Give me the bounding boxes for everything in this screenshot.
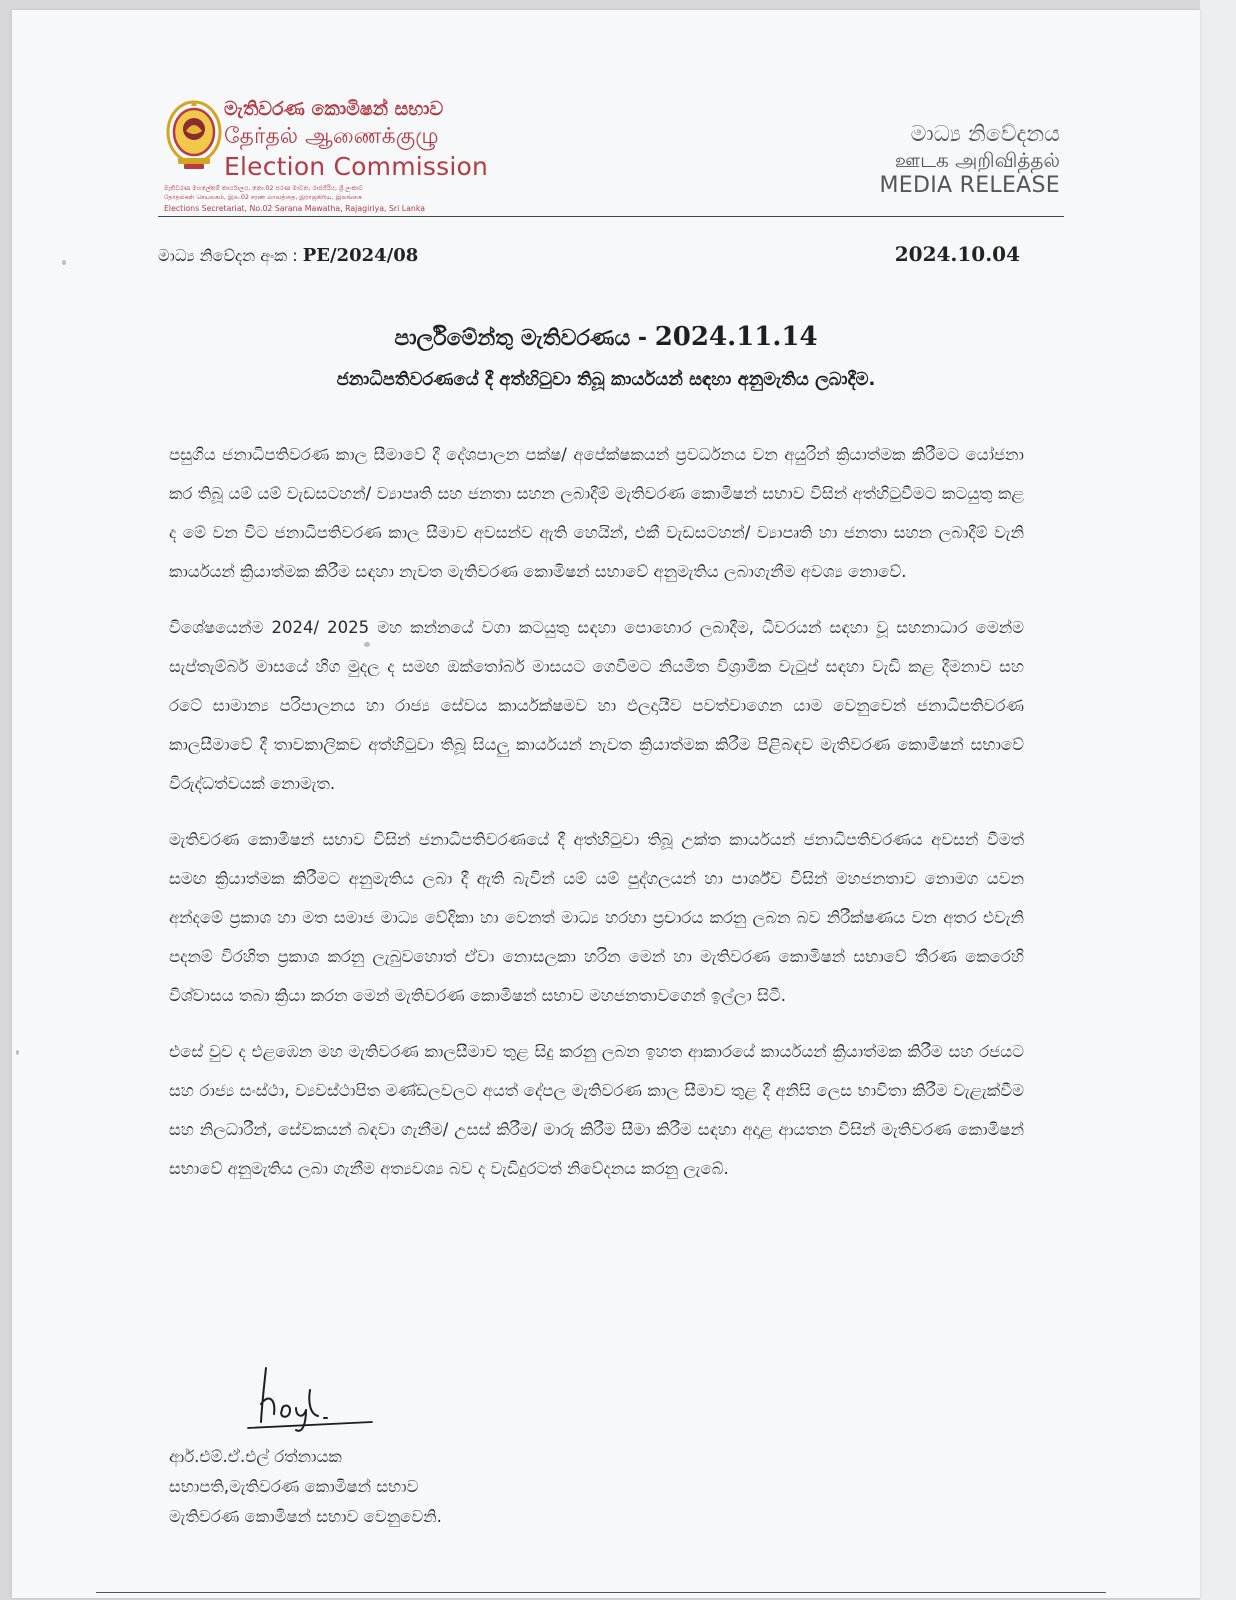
reference-line	[158, 245, 418, 266]
logo-address-english: Elections Secretariat, No.02 Sarana Mawatha, Rajagiriya, Sri Lanka	[164, 204, 425, 213]
document-page	[12, 10, 1200, 1598]
logo-address-sinhala: මැතිවරණ මහලේකම් කාර්යාලය, නො.02 සරණ මාවත, රාජගිරිය, ශ්‍රී ලංකාව	[164, 185, 364, 192]
handwritten-signature	[244, 1364, 376, 1436]
footer-divider	[96, 1592, 1106, 1593]
media-release-sinhala: මාධ්‍ය නිවේදනය	[910, 122, 1060, 147]
page-title	[12, 322, 1200, 352]
reference-label: මාධ්‍ය නිවේදන අංක :	[158, 246, 303, 265]
background-edge	[1200, 0, 1236, 1600]
paragraph-1: පසුගිය ජනාධිපතිවරණ කාල සීමාවේ දී දේශපාලන පක්ෂ/ අපේක්ෂකයන් ප්‍රවර්ධනය වන අයුරින් ක්‍රියාත්මක කිරීමට යෝජනා කර තිබූ යම් යම් වැඩසටහන්/ ව්‍යාපෘති සහ ජනතා සහන ලබාදීම් මැතිවරණ කොමිෂන් සභාව විසින් අත්හිටුවීමට කටයුතු කළ ද මේ වන විට ජනාධිපතිවරණ කාල සීමාව අවසන්ව ඇති හෙයින්, එකී වැඩසටහන්/ ව්‍යාපෘති හා ජනතා සහන ලබාදීම් වැනි කාර්යයන් ක්‍රියාත්මක කිරීම සඳහා නැවත මැතිවරණ කොමිෂන් සභාවේ අනුමැතිය ලබාගැනීම අවශ්‍ය නොවේ.	[169, 445, 1024, 581]
signatory-position: සභාපති,මැතිවරණ කොමිෂන් සභාව	[169, 1477, 419, 1496]
scan-speck	[62, 260, 66, 265]
signatory-block	[169, 1442, 442, 1532]
scan-speck	[16, 1050, 19, 1055]
election-commission-logo	[162, 88, 502, 218]
page-subtitle: ජනාධිපතිවරණයේ දී අත්හිටුවා තිබූ කාර්යයන් සඳහා අනුමැතිය ලබාදීම.	[336, 369, 876, 390]
reference-number: PE/2024/08	[302, 245, 419, 266]
logo-name-tamil: தேர்தல் ஆணைக்குழு	[224, 124, 439, 149]
paragraph-3: මැතිවරණ කොමිෂන් සභාව විසින් ජනාධිපතිවරණයේ දී අත්හිටුවා තිබූ උක්ත කාර්යයන් ජනාධිපතිවරණය අවසන් වීමත් සමඟ ක්‍රියාත්මක කිරීමට අනුමැතිය ලබා දී ඇති බැවින් යම් යම් පුද්ගලයන් හා පාර්ශ්ව විසින් මහජනතාව නොමග යවන අන්දමේ ප්‍රකාශ හා මත සමාජ මාධ්‍ය වේදිකා හා වෙනත් මාධ්‍ය හරහා ප්‍රචාරය කරනු ලබන බව නිරීක්ෂණය වන අතර එවැනි පදනම් විරහිත ප්‍රකාශ කරනු ලැබුවහොත් ඒවා නොසලකා හරින මෙන් හා මැතිවරණ කොමිෂන් සභාවේ තීරණ කෙරෙහි විශ්වාසය තබා ක්‍රියා කරන මෙන් මැතිවරණ කොමිෂන් සභාව මහජනතාවගෙන් ඉල්ලා සිටී.	[169, 830, 1024, 1005]
media-release-english: MEDIA RELEASE	[879, 173, 1060, 198]
national-emblem-icon	[164, 98, 224, 172]
media-release-label	[879, 122, 1060, 200]
logo-name-sinhala: මැතිවරණ කොමිෂන් සභාව	[224, 98, 444, 120]
release-date: 2024.10.04	[894, 242, 1020, 266]
signatory-name: ආර්.එම්.ඒ.එල් රත්නායක	[169, 1447, 342, 1466]
logo-address-tamil: தேர்தல்கள் செயலகம், இல.02 சரண மாவத்தை, இராஜகிரிய, இலங்கை	[164, 194, 363, 201]
header-divider	[158, 216, 1064, 217]
signatory-behalf: මැතිවරණ කොමිෂන් සභාව වෙනුවෙනි.	[169, 1507, 442, 1526]
title-text: පාර්ලිමේන්තු මැතිවරණය -	[394, 326, 655, 351]
media-release-tamil: ஊடக அறிவித்தல்	[894, 148, 1060, 172]
release-body	[169, 435, 1024, 1205]
paragraph-4: එසේ වුව ද එළඹෙන මහ මැතිවරණ කාලසීමාව තුළ සිදු කරනු ලබන ඉහත ආකාරයේ කාර්යයන් ක්‍රියාත්මක කිරීම සහ රජයට සහ රාජ්‍ය සංස්ථා, ව්‍යවස්ථාපිත මණ්ඩලවලට අයත් දේපල මැතිවරණ කාල සීමාව තුළ දී අනිසි ලෙස භාවිතා කිරීම වැළැක්වීම සහ නිලධාරීන්, සේවකයන් බඳවා ගැනීම/ උසස් කිරීම/ මාරු කිරීම සීමා කිරීම සඳහා අදාළ ආයතන විසින් මැතිවරණ කොමිෂන් සභාවේ අනුමැතිය ලබා ගැනීම අත්‍යවශ්‍ය බව ද වැඩිදුරටත් නිවේදනය කරනු ලැබේ.	[169, 1042, 1024, 1178]
logo-name-english: Election Commission	[224, 152, 489, 181]
paragraph-2: විශේෂයෙන්ම 2024/ 2025 මහ කන්නයේ වගා කටයුතු සඳහා පොහොර ලබාදීම, ධීවරයන් සඳහා වූ සහනාධාර මෙන්ම සැප්තැම්බර් මාසයේ හිග මුදල ද සමඟ ඔක්තෝබර් මාසයට ගෙවීමට නියමිත විශ්‍රාමික වැටුප් සඳහා වැඩි කළ දීමනාව සහ රටේ සාමාන්‍ය පරිපාලනය හා රාජ්‍ය සේවය කාර්යක්ෂමව හා ඵලදායීව පවත්වාගෙන යාම වෙනුවෙන් ජනාධිපතිවරණ කාලසීමාවේ දී තාවකාලිකව අත්හිටුවා තිබූ සියලු කාර්යයන් නැවත ක්‍රියාත්මක කිරීම පිළිබඳව මැතිවරණ කොමිෂන් සභාවේ විරුද්ධත්වයක් නොමැත.	[169, 618, 1024, 793]
scan-speck	[364, 642, 370, 647]
title-date: 2024.11.14	[654, 322, 818, 352]
